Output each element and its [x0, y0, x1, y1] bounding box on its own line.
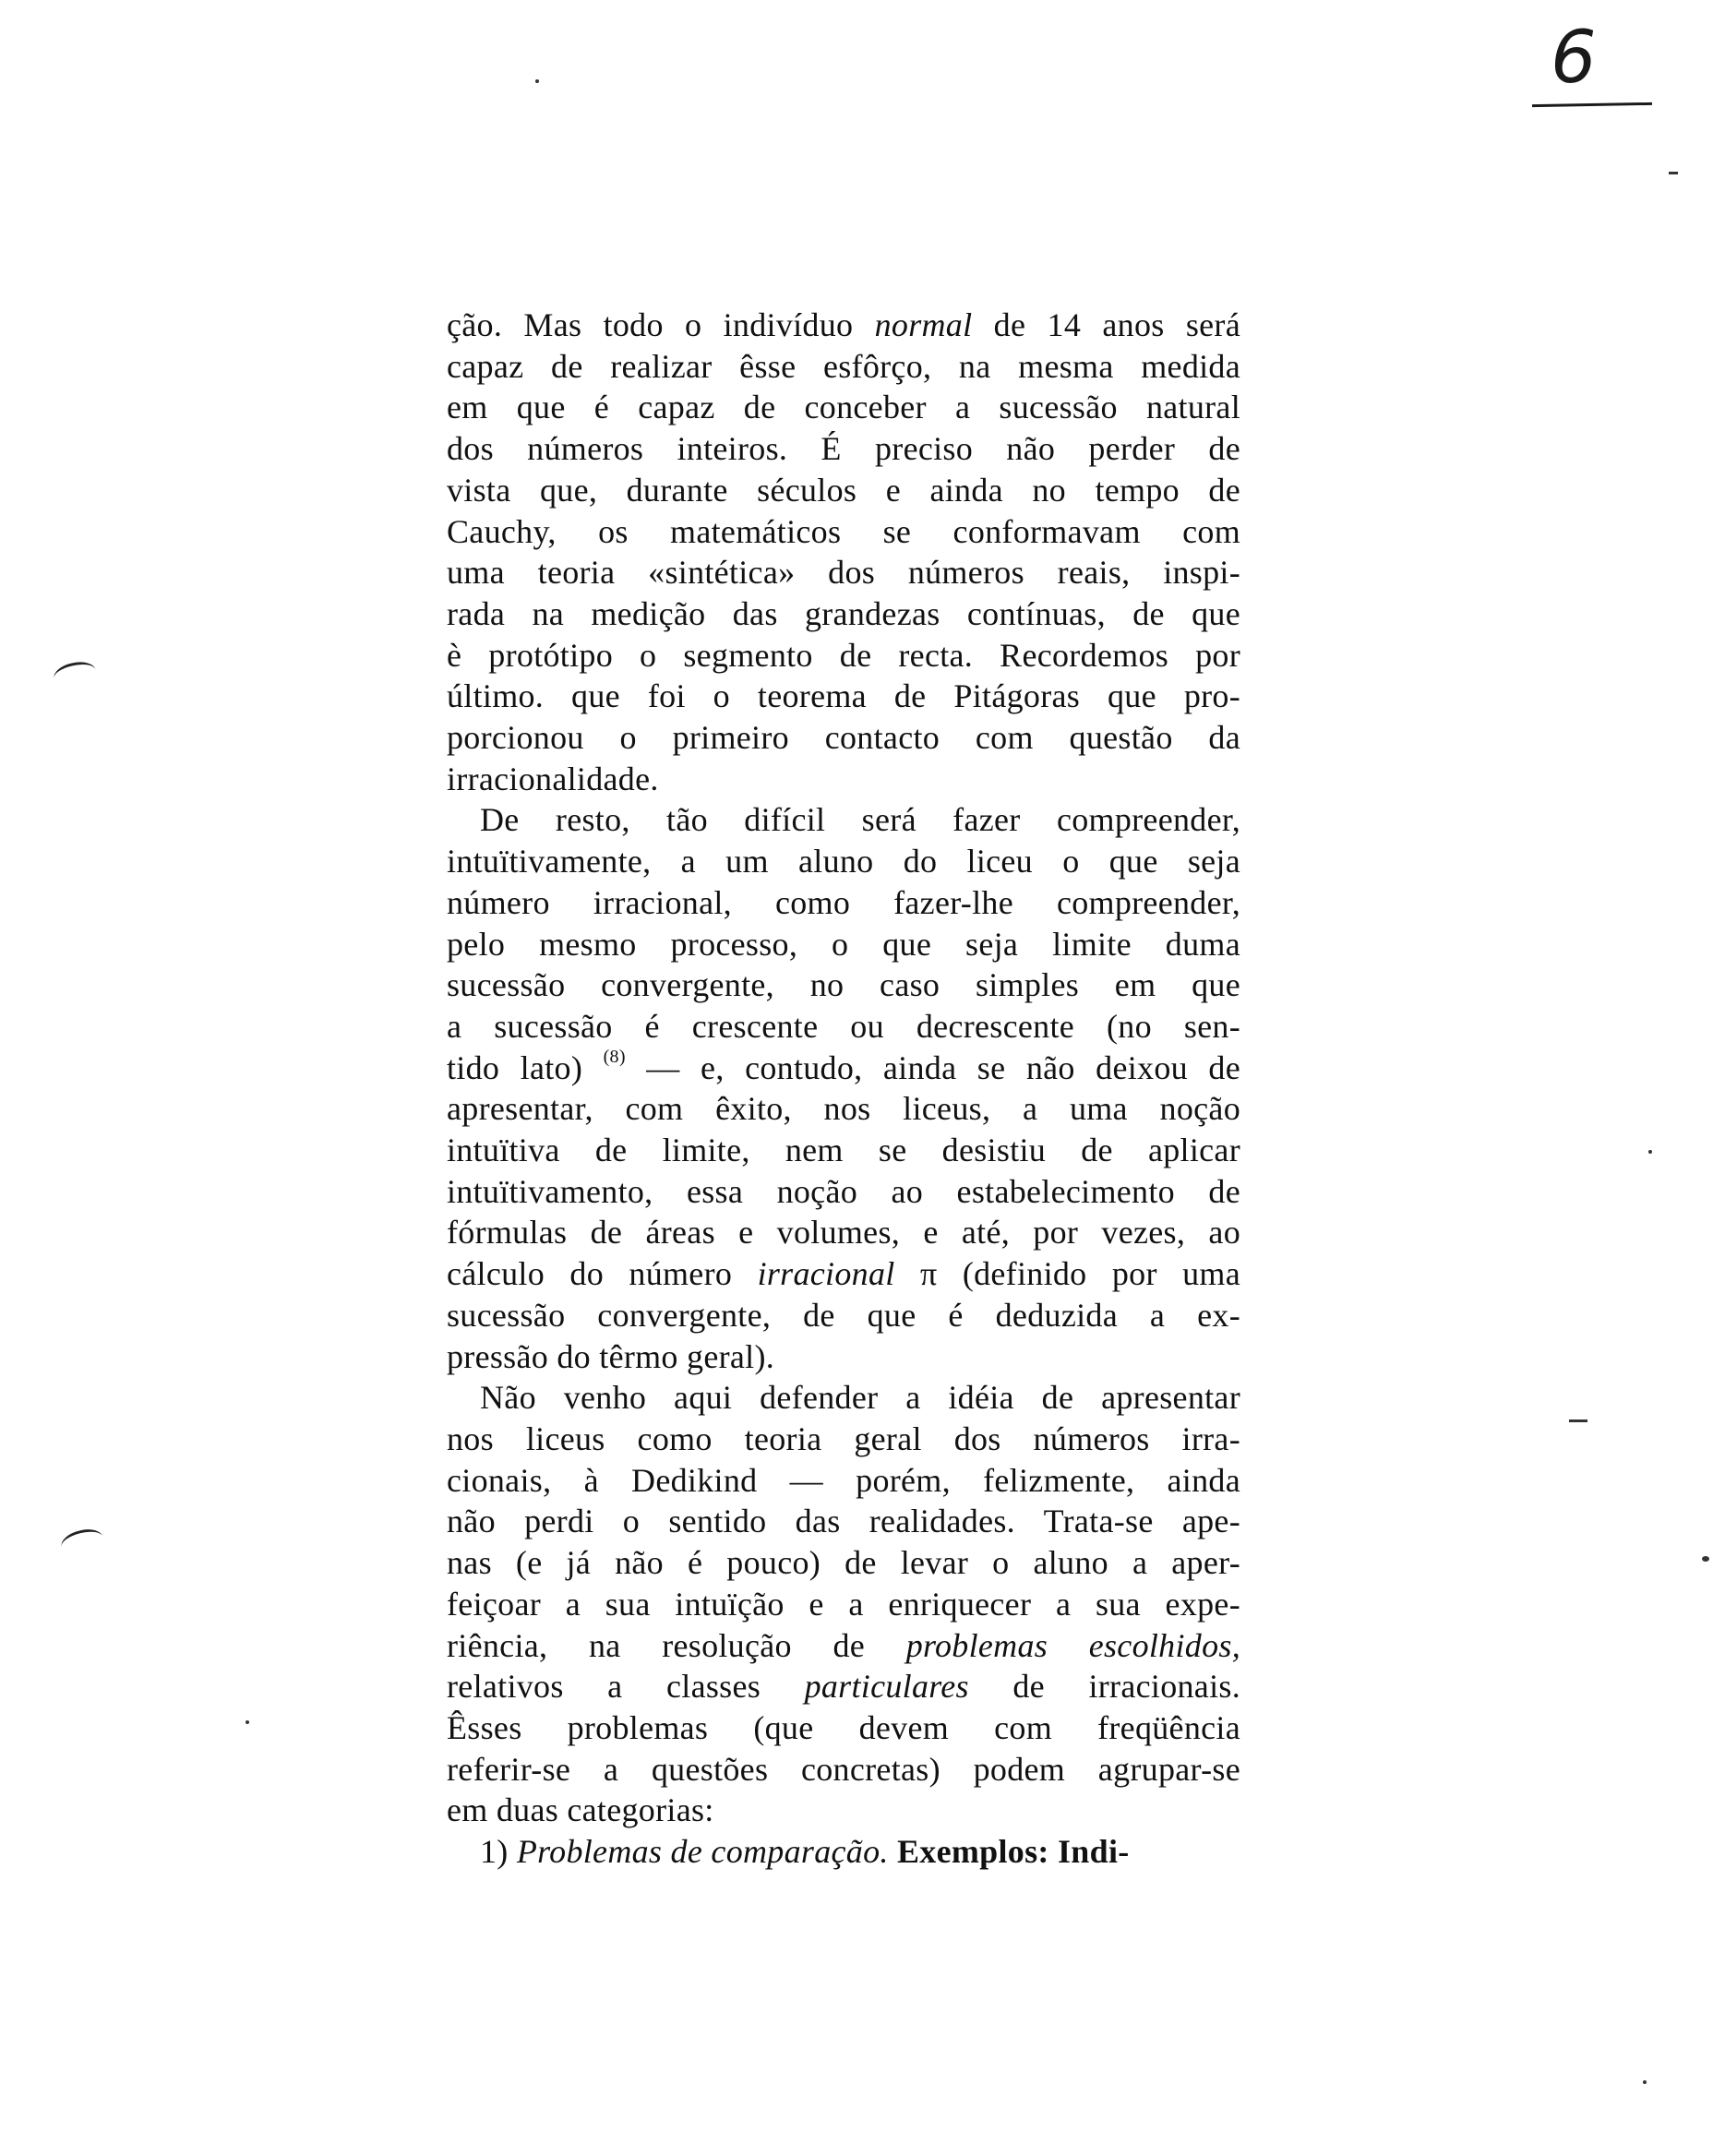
text-run: problemas escolhidos,: [905, 1626, 1240, 1664]
text-line: [447, 1666, 1240, 1707]
text-run: 1): [480, 1833, 517, 1871]
text-run: porcionou o primeiro contacto com questão da: [447, 719, 1240, 757]
scan-dash-right-middle: [1569, 1419, 1587, 1422]
footnote-reference: (8): [603, 1046, 626, 1067]
body-text: [447, 305, 1240, 1873]
text-line: [447, 1831, 1240, 1873]
text-run: sucessão convergente, no caso simples em que: [447, 966, 1240, 1004]
text-run: número irracional, como fazer-lhe compreender,: [447, 883, 1240, 921]
text-run: irracionalidade.: [447, 760, 659, 797]
scan-speck-right: [1702, 1556, 1709, 1562]
text-run: Êsses problemas (que devem com freqüência: [447, 1708, 1240, 1746]
text-line: [447, 1419, 1240, 1460]
text-line: [447, 1253, 1240, 1295]
text-run: pelo mesmo processo, o que seja limite duma: [447, 925, 1240, 963]
text-line: [447, 676, 1240, 717]
text-run: Não venho aqui defender a idéia de apresentar: [480, 1379, 1240, 1417]
text-line: [447, 387, 1240, 428]
scan-speck-top: [535, 79, 539, 83]
text-run: intuïtiva de limite, nem se desistiu de aplicar: [447, 1132, 1240, 1169]
text-line: [447, 1790, 1240, 1831]
text-run: relativos a classes: [447, 1668, 805, 1706]
text-run: nas (e já não é pouco) de levar o aluno a aper-: [447, 1544, 1240, 1582]
text-run: è protótipo o segmento de recta. Recordemos por: [447, 636, 1240, 674]
page-number-digit: 6: [1551, 17, 1597, 100]
text-line: [447, 470, 1240, 511]
text-run: riência, na resolução de: [447, 1626, 906, 1664]
text-line: [447, 552, 1240, 593]
text-run: — e, contudo, ainda se não deixou de: [625, 1048, 1240, 1086]
text-line: [447, 346, 1240, 388]
text-run: Cauchy, os matemáticos se conformavam com: [447, 512, 1240, 550]
text-run: em que é capaz de conceber a sucessão natural: [447, 389, 1240, 426]
scan-speck-left: [246, 1720, 249, 1724]
text-line: [447, 1460, 1240, 1502]
text-line: [447, 1542, 1240, 1584]
text-run: cionais, à Dedikind — porém, felizmente, ainda: [447, 1461, 1240, 1499]
text-run: intuïtivamente, a um aluno do liceu o que seja: [447, 843, 1240, 880]
text-run: não perdi o sentido das realidades. Trata-se ape-: [447, 1503, 1240, 1540]
text-line: [447, 1130, 1240, 1171]
margin-mark-upper: [52, 658, 98, 689]
text-line: [447, 1501, 1240, 1542]
margin-mark-lower: [59, 1526, 106, 1558]
text-run: tido lato): [447, 1048, 604, 1086]
text-run: Exemplos: Indi-: [888, 1833, 1130, 1871]
text-run: nos liceus como teoria geral dos números irra-: [447, 1419, 1240, 1457]
text-line: [447, 924, 1240, 965]
scan-dash-right-upper: [1669, 172, 1678, 174]
text-line: [447, 635, 1240, 677]
scan-speck-right-far: [1648, 1150, 1652, 1154]
text-run: capaz de realizar êsse esfôrço, na mesma medida: [447, 347, 1240, 385]
text-line: [447, 428, 1240, 470]
text-run: de 14 anos será: [972, 306, 1240, 343]
text-line: [447, 1048, 1240, 1089]
text-line: [447, 593, 1240, 635]
text-run: normal: [874, 306, 973, 343]
text-line: [447, 1749, 1240, 1791]
text-run: π (definido por uma: [894, 1255, 1241, 1293]
text-run: uma teoria «sintética» dos números reais, inspi-: [447, 554, 1240, 592]
text-run: referir-se a questões concretas) podem agrupar-se: [447, 1750, 1240, 1788]
text-run: cálculo do número: [447, 1255, 758, 1293]
text-line: [447, 305, 1240, 346]
text-line: [447, 1707, 1240, 1749]
text-line: [447, 882, 1240, 924]
text-line: [447, 1295, 1240, 1336]
text-line: [447, 717, 1240, 759]
text-run: vista que, durante séculos e ainda no tempo de: [447, 471, 1240, 509]
scan-speck-right-low: [1643, 2080, 1647, 2084]
text-line: [447, 964, 1240, 1006]
text-line: [447, 1584, 1240, 1625]
text-run: sucessão convergente, de que é deduzida a ex-: [447, 1296, 1240, 1334]
text-run: em duas categorias:: [447, 1791, 714, 1829]
text-line: [447, 841, 1240, 882]
text-run: de irracionais.: [968, 1668, 1240, 1706]
text-run: último. que foi o teorema de Pitágoras que pro-: [447, 677, 1240, 715]
text-run: De resto, tão difícil será fazer compreender,: [480, 801, 1240, 839]
text-line: [447, 1212, 1240, 1253]
page-number-underline: [1532, 102, 1652, 107]
text-line: [447, 1336, 1240, 1378]
text-run: particulares: [804, 1668, 969, 1706]
text-line: [447, 799, 1240, 841]
text-line: [447, 1625, 1240, 1667]
text-run: fórmulas de áreas e volumes, e até, por vezes, ao: [447, 1214, 1240, 1252]
text-run: irracional: [757, 1255, 895, 1293]
text-run: apresentar, com êxito, nos liceus, a uma noção: [447, 1090, 1240, 1128]
text-line: [447, 1377, 1240, 1419]
text-line: [447, 1171, 1240, 1213]
text-run: rada na medição das grandezas contínuas, de que: [447, 594, 1240, 632]
text-run: ção. Mas todo o indivíduo: [447, 306, 875, 343]
text-run: pressão do têrmo geral).: [447, 1337, 775, 1375]
text-line: [447, 1088, 1240, 1130]
text-line: [447, 759, 1240, 800]
text-run: dos números inteiros. É preciso não perder de: [447, 430, 1240, 468]
text-run: Problemas de comparação.: [516, 1833, 889, 1871]
text-run: feiçoar a sua intuïção e a enriquecer a sua expe-: [447, 1585, 1240, 1623]
handwritten-page-number: [1532, 18, 1661, 120]
text-run: a sucessão é crescente ou decrescente (no sen-: [447, 1007, 1240, 1045]
text-run: intuïtivamento, essa noção ao estabelecimento de: [447, 1172, 1240, 1210]
text-line: [447, 1006, 1240, 1048]
text-line: [447, 511, 1240, 553]
